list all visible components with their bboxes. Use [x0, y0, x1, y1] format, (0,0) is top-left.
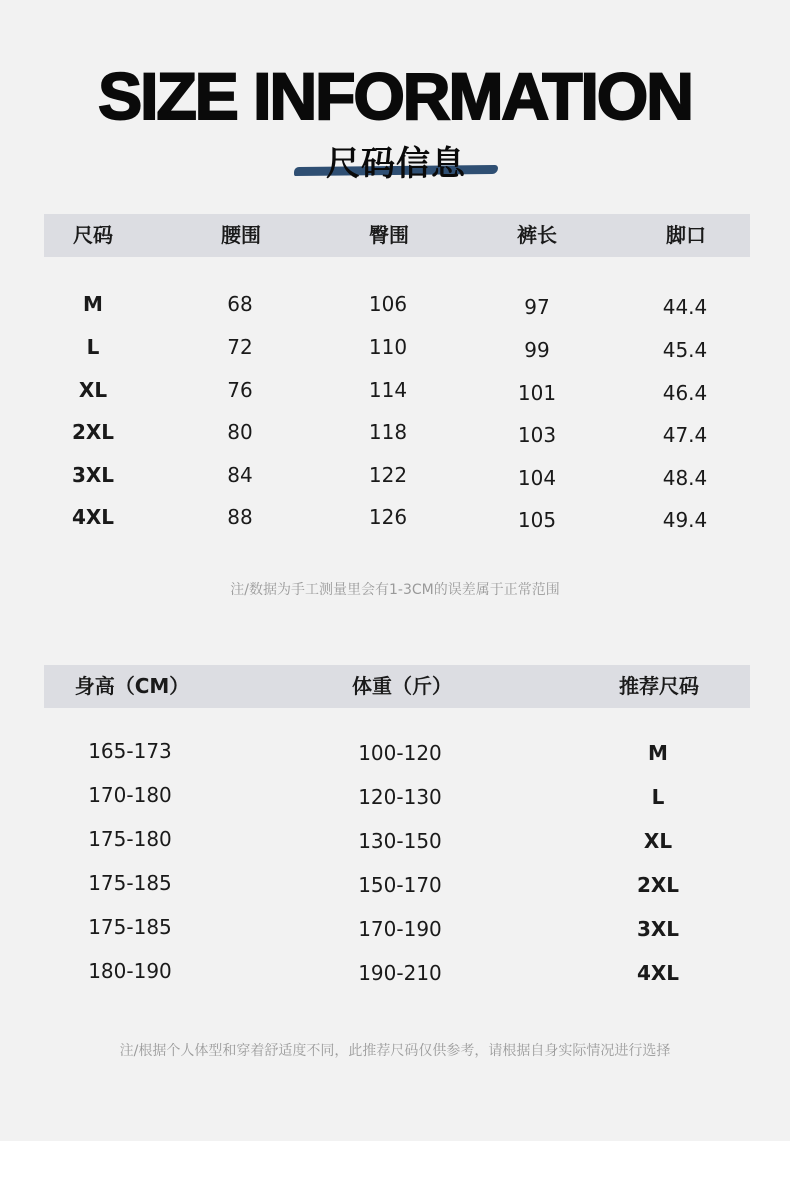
size-cell: 4XL	[71, 505, 115, 529]
weight-cell: 190-210	[358, 961, 442, 985]
leg-opening-cell: 44.4	[662, 295, 708, 319]
waist-cell: 68	[227, 292, 253, 316]
size-cell: XL	[643, 829, 673, 853]
length-cell: 99	[524, 338, 550, 362]
weight-cell: 100-120	[358, 741, 442, 765]
length-cell: 101	[517, 381, 557, 405]
header-weight: 体重（斤）	[352, 674, 452, 698]
table-row	[0, 959, 790, 989]
height-cell: 165-173	[88, 739, 172, 763]
leg-opening-cell: 49.4	[662, 508, 708, 532]
height-cell: 175-180	[88, 827, 172, 851]
page-title: SIZE INFORMATION	[98, 59, 692, 133]
waist-cell: 84	[227, 463, 253, 487]
hip-cell: 110	[368, 335, 408, 359]
table-row	[0, 420, 790, 450]
hip-cell: 118	[368, 420, 408, 444]
recommendation-table-header	[44, 665, 750, 708]
table-row	[0, 505, 790, 535]
hip-cell: 106	[368, 292, 408, 316]
length-cell: 104	[517, 466, 557, 490]
height-cell: 180-190	[88, 959, 172, 983]
size-cell: 2XL	[636, 873, 680, 897]
size-cell: 4XL	[636, 961, 680, 985]
table-row	[0, 871, 790, 901]
recommendation-note: 注/根据个人体型和穿着舒适度不同，此推荐尺码仅供参考，请根据自身实际情况进行选择	[119, 1043, 671, 1059]
size-cell: 2XL	[71, 420, 115, 444]
waist-cell: 72	[227, 335, 253, 359]
size-cell: M	[648, 741, 668, 765]
size-cell: 3XL	[636, 917, 680, 941]
header-recommended-size: 推荐尺码	[619, 674, 699, 698]
table-row	[0, 783, 790, 813]
size-cell: 3XL	[71, 463, 115, 487]
leg-opening-cell: 48.4	[662, 466, 708, 490]
measurement-note: 注/数据为手工测量里会有1-3CM的误差属于正常范围	[230, 582, 560, 598]
measurement-table-header	[44, 214, 750, 257]
height-cell: 175-185	[88, 871, 172, 895]
leg-opening-cell: 47.4	[662, 423, 708, 447]
size-cell: L	[651, 785, 665, 809]
waist-cell: 76	[227, 378, 253, 402]
hip-cell: 114	[368, 378, 408, 402]
weight-cell: 120-130	[358, 785, 442, 809]
length-cell: 105	[517, 508, 557, 532]
size-cell: XL	[78, 378, 108, 402]
weight-cell: 150-170	[358, 873, 442, 897]
subtitle-block	[290, 136, 502, 186]
table-row	[0, 378, 790, 408]
table-row	[0, 463, 790, 493]
leg-opening-cell: 46.4	[662, 381, 708, 405]
waist-cell: 80	[227, 420, 253, 444]
header-leg-opening: 脚口	[666, 223, 706, 247]
height-cell: 175-185	[88, 915, 172, 939]
size-cell: M	[83, 292, 103, 316]
size-cell: L	[86, 335, 100, 359]
table-row	[0, 915, 790, 945]
table-row	[0, 827, 790, 857]
page-subtitle: 尺码信息	[326, 144, 466, 184]
hip-cell: 126	[368, 505, 408, 529]
leg-opening-cell: 45.4	[662, 338, 708, 362]
table-row	[0, 292, 790, 322]
header-waist: 腰围	[221, 223, 261, 247]
weight-cell: 130-150	[358, 829, 442, 853]
header-height: 身高（CM）	[74, 674, 190, 698]
header-size: 尺码	[73, 223, 113, 247]
length-cell: 97	[524, 295, 550, 319]
table-row	[0, 739, 790, 769]
height-cell: 170-180	[88, 783, 172, 807]
hip-cell: 122	[368, 463, 408, 487]
weight-cell: 170-190	[358, 917, 442, 941]
length-cell: 103	[517, 423, 557, 447]
table-row	[0, 335, 790, 365]
waist-cell: 88	[227, 505, 253, 529]
header-length: 裤长	[517, 223, 557, 247]
header-hip: 臀围	[369, 223, 409, 247]
